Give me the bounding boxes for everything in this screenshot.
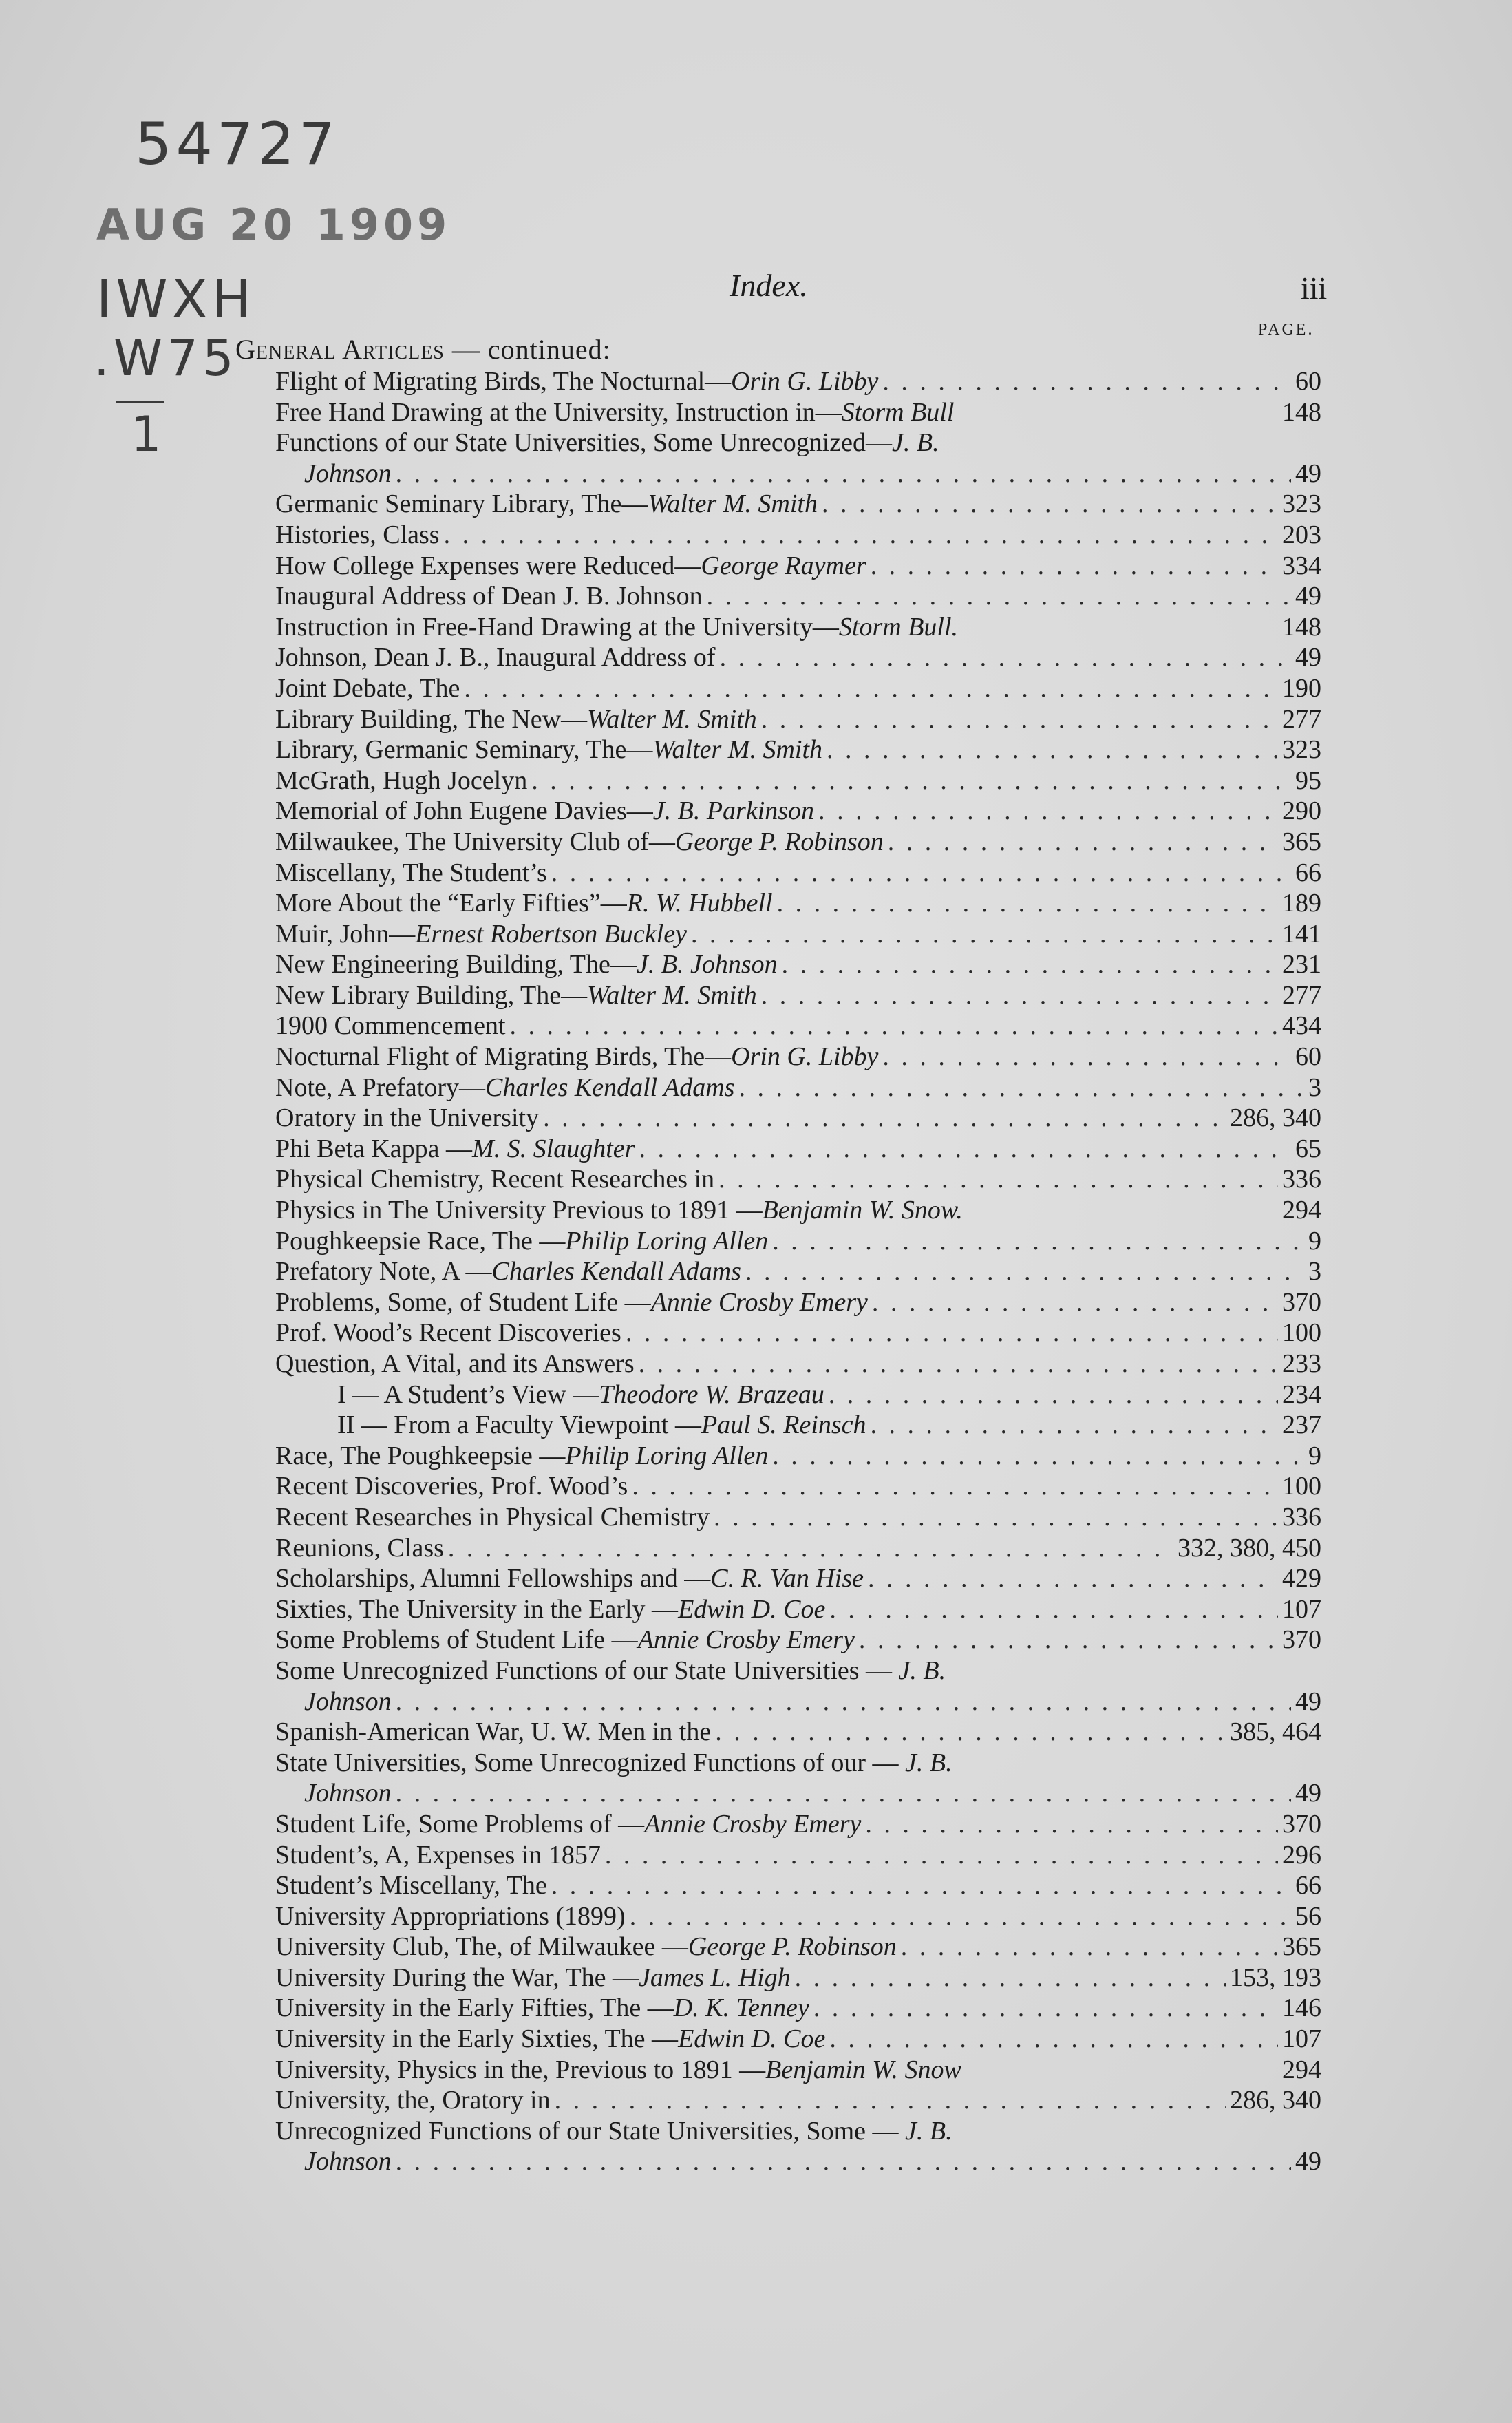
entry-title: Sixties, The University in the Early —: [275, 1594, 679, 1624]
entry-author: Benjamin W. Snow.: [762, 1196, 963, 1225]
entry-page: 148: [1282, 612, 1321, 642]
dot-leader: [639, 1348, 1278, 1379]
entry-page: 66: [1295, 858, 1321, 887]
entry-title: University Appropriations (1899): [275, 1901, 626, 1931]
dot-leader: [822, 489, 1278, 520]
dot-leader: [510, 1011, 1278, 1041]
dot-leader: [829, 1379, 1278, 1410]
entry-author: Orin G. Libby: [731, 367, 879, 396]
entry-author-continued: Johnson: [304, 1686, 392, 1716]
index-entry: [275, 980, 1321, 1011]
dot-leader: [813, 1993, 1278, 2024]
entry-author: Walter M. Smith: [587, 704, 757, 734]
entry-author: R. W. Hubbell: [626, 889, 773, 918]
entry-page: 332, 380, 450: [1178, 1533, 1321, 1563]
entry-page: 100: [1282, 1318, 1321, 1348]
entry-title: University in the Early Sixties, The —: [275, 2024, 679, 2054]
section-title: General Articles: [235, 334, 445, 365]
dot-leader: [444, 520, 1278, 551]
index-entry: [275, 2055, 1321, 2086]
index-entry: [275, 858, 1321, 889]
entry-title: Functions of our State Universities, Some Unrecognized—: [275, 428, 893, 458]
index-entry: [275, 796, 1321, 827]
dot-leader: [551, 1870, 1291, 1901]
entry-page: 234: [1282, 1379, 1321, 1409]
index-entry: [275, 1256, 1321, 1287]
entry-page: 153, 193: [1230, 1962, 1321, 1992]
dot-leader: [396, 1686, 1291, 1717]
entry-author: George P. Robinson: [674, 827, 884, 856]
entry-page: 286, 340: [1230, 1103, 1321, 1133]
entry-page: 429: [1282, 1564, 1321, 1594]
entry-title: Prefatory Note, A —: [275, 1257, 492, 1287]
entry-author: Edwin D. Coe: [678, 1594, 826, 1624]
index-entry: [275, 1563, 1321, 1594]
index-entry: [275, 1533, 1321, 1564]
entry-author: Orin G. Libby: [731, 1042, 879, 1072]
entry-title: Question, A Vital, and its Answers: [275, 1349, 635, 1378]
index-entry: [275, 704, 1321, 735]
index-entry: [275, 581, 1321, 612]
index-entry: [275, 1625, 1321, 1655]
index-entry: [275, 1655, 1321, 1717]
entry-author: Philip Loring Allen: [565, 1441, 769, 1470]
index-entry: [275, 2024, 1321, 2055]
entry-author: J. B. Parkinson: [652, 796, 815, 826]
index-entry: [275, 1840, 1321, 1871]
entry-page: 365: [1282, 827, 1321, 856]
entry-page: 146: [1282, 1993, 1321, 2023]
entry-title: Muir, John—: [275, 919, 416, 949]
dot-leader: [707, 581, 1291, 612]
entry-page: 323: [1282, 735, 1321, 765]
entry-title: Free Hand Drawing at the University, Instruction in—: [275, 397, 842, 427]
dot-leader: [738, 1072, 1304, 1103]
entry-author: Storm Bull: [841, 397, 955, 427]
entry-page: 190: [1282, 673, 1321, 703]
dot-leader: [626, 1318, 1278, 1348]
dot-leader: [865, 1809, 1278, 1840]
index-entry: [275, 1318, 1321, 1348]
entry-title: Germanic Seminary Library, The—: [275, 489, 648, 519]
dot-leader: [761, 704, 1278, 735]
entry-author: Paul S. Reinsch: [701, 1410, 866, 1440]
entry-title: Physical Chemistry, Recent Researches in: [275, 1165, 715, 1194]
entry-page: 65: [1295, 1134, 1321, 1163]
entry-title: Scholarships, Alumni Fellowships and —: [275, 1564, 711, 1594]
entry-title: I — A Student’s View —: [337, 1379, 599, 1409]
index-entry: [275, 919, 1321, 950]
entry-title: University, Physics in the, Previous to 1891 —: [275, 2055, 766, 2084]
index-entry: [275, 1195, 1321, 1226]
section-suffix: — continued:: [444, 334, 611, 365]
entry-title: II — From a Faculty Viewpoint —: [337, 1410, 701, 1440]
dot-leader: [448, 1533, 1173, 1564]
dot-leader: [632, 1471, 1278, 1502]
dot-leader: [882, 1041, 1291, 1072]
dot-leader: [551, 858, 1291, 889]
index-entry: [275, 1901, 1321, 1932]
dot-leader: [829, 2024, 1278, 2055]
entry-title: State Universities, Some Unrecognized Functions of our —: [275, 1748, 906, 1777]
index-entry: [275, 1809, 1321, 1840]
dot-leader: [715, 1717, 1226, 1748]
entry-page: 294: [1282, 1196, 1321, 1225]
entry-title: New Library Building, The—: [275, 980, 588, 1010]
dot-leader: [901, 1932, 1278, 1962]
index-entry: [275, 1870, 1321, 1901]
entry-page: 60: [1295, 1042, 1321, 1072]
entry-title: Memorial of John Eugene Davies—: [275, 796, 653, 826]
entry-page: 60: [1295, 367, 1321, 396]
dot-leader: [868, 1563, 1278, 1594]
index-entry: [275, 397, 1321, 428]
dot-leader: [772, 1441, 1304, 1472]
entry-title: New Engineering Building, The—: [275, 950, 637, 980]
index-entry: [275, 765, 1321, 796]
index-entry: [275, 1502, 1321, 1533]
entry-page: 107: [1282, 2024, 1321, 2054]
dot-leader: [882, 366, 1291, 397]
dot-leader: [718, 1164, 1278, 1195]
entry-title: Some Problems of Student Life —: [275, 1625, 638, 1655]
dot-leader: [396, 2146, 1291, 2177]
index-entry: [275, 1072, 1321, 1103]
entry-author: D. K. Tenney: [673, 1993, 809, 2023]
dot-leader: [464, 673, 1278, 704]
entry-author: Charles Kendall Adams: [491, 1257, 741, 1287]
dot-leader: [639, 1134, 1291, 1165]
entry-page: 233: [1282, 1349, 1321, 1378]
entry-author: J. B. Johnson: [636, 950, 778, 980]
entry-page: 277: [1282, 704, 1321, 734]
dot-leader: [777, 888, 1278, 919]
entry-author: Walter M. Smith: [587, 980, 757, 1010]
index-entry: [275, 1594, 1321, 1625]
index-entry: [275, 642, 1321, 673]
entry-page: 3: [1308, 1072, 1321, 1102]
entry-author: C. R. Van Hise: [710, 1564, 864, 1594]
entry-author: Charles Kendall Adams: [485, 1072, 735, 1102]
dot-leader: [782, 949, 1278, 980]
dot-leader: [714, 1502, 1278, 1533]
entry-author: J. B.: [898, 1655, 946, 1685]
entry-author: George Raymer: [701, 551, 866, 580]
entry-title: Problems, Some, of Student Life —: [275, 1287, 651, 1317]
entry-title: Student Life, Some Problems of —: [275, 1809, 645, 1839]
entry-title: Note, A Prefatory—: [275, 1072, 486, 1102]
dot-leader: [772, 1226, 1304, 1257]
date-stamp: AUG 20 1909: [96, 200, 451, 250]
index-entry: [275, 949, 1321, 980]
entry-title: How College Expenses were Reduced—: [275, 551, 701, 580]
entry-title: Some Unrecognized Functions of our State Universities —: [275, 1655, 899, 1685]
index-entry: [275, 1226, 1321, 1257]
entry-author: Benjamin W. Snow: [765, 2055, 961, 2084]
entry-author: Walter M. Smith: [652, 735, 823, 765]
entry-page: 100: [1282, 1472, 1321, 1501]
entry-page: 336: [1282, 1165, 1321, 1194]
entry-author-continued: Johnson: [304, 2147, 392, 2177]
entry-title: McGrath, Hugh Jocelyn: [275, 765, 528, 795]
index-entry: [275, 1011, 1321, 1041]
entry-title: Joint Debate, The: [275, 673, 460, 703]
entry-title: Instruction in Free-Hand Drawing at the University—: [275, 612, 839, 642]
entry-page: 189: [1282, 889, 1321, 918]
entry-author: Annie Crosby Emery: [637, 1625, 855, 1655]
index-entry: [275, 612, 1321, 643]
dot-leader: [720, 642, 1291, 673]
dot-leader: [630, 1901, 1291, 1932]
entry-author: Walter M. Smith: [648, 489, 818, 519]
entry-page: 365: [1282, 1932, 1321, 1962]
accession-number: 54727: [135, 110, 340, 178]
entry-title: Histories, Class: [275, 520, 440, 549]
entry-title: University Club, The, of Milwaukee —: [275, 1932, 688, 1962]
running-head: Index.: [730, 268, 808, 303]
call-number-line-2: .W75: [94, 329, 238, 387]
entry-page: 334: [1282, 551, 1321, 580]
entry-title: Inaugural Address of Dean J. B. Johnson: [275, 582, 703, 611]
index-entry: [275, 1441, 1321, 1472]
index-entry: [275, 520, 1321, 551]
entry-title: Prof. Wood’s Recent Discoveries: [275, 1318, 621, 1348]
entry-page: 203: [1282, 520, 1321, 549]
index-entry: [275, 1410, 1321, 1441]
entry-page: 66: [1295, 1871, 1321, 1901]
dot-leader: [795, 1962, 1226, 1993]
index-entry: [275, 551, 1321, 582]
entry-page: 296: [1282, 1840, 1321, 1870]
dot-leader: [871, 1410, 1278, 1441]
entry-page: 49: [1295, 458, 1321, 488]
entry-title: Student’s Miscellany, The: [275, 1871, 547, 1901]
dot-leader: [396, 458, 1291, 489]
entry-page: 49: [1295, 1779, 1321, 1808]
entry-title: Unrecognized Functions of our State Universities, Some —: [275, 2116, 906, 2146]
entry-title: Flight of Migrating Birds, The Nocturnal—: [275, 367, 732, 396]
index-entry: [275, 1962, 1321, 1993]
entry-page: 49: [1295, 2147, 1321, 2177]
entry-author: M. S. Slaughter: [472, 1134, 635, 1163]
entry-title: 1900 Commencement: [275, 1011, 506, 1041]
dot-leader: [888, 827, 1278, 858]
index-entry: [275, 427, 1321, 489]
entry-title: Nocturnal Flight of Migrating Birds, The—: [275, 1042, 732, 1072]
entry-title: More About the “Early Fifties”—: [275, 889, 627, 918]
entry-author: J. B.: [905, 2116, 952, 2146]
section-heading: [235, 333, 611, 366]
entry-author: Storm Bull.: [838, 612, 959, 642]
entry-page: 370: [1282, 1287, 1321, 1317]
dot-leader: [872, 1287, 1278, 1318]
index-entry: [275, 366, 1321, 397]
entry-title: Milwaukee, The University Club of—: [275, 827, 675, 856]
dot-leader: [555, 2085, 1226, 2116]
entry-title: Phi Beta Kappa —: [275, 1134, 473, 1163]
page-column-label: PAGE.: [1258, 321, 1314, 339]
entry-title: Spanish-American War, U. W. Men in the: [275, 1717, 712, 1747]
index-entries: [275, 366, 1321, 2177]
entry-title: Recent Researches in Physical Chemistry: [275, 1502, 710, 1532]
entry-title: Oratory in the University: [275, 1103, 540, 1133]
entry-page: 237: [1282, 1410, 1321, 1440]
dot-leader: [818, 796, 1278, 827]
index-entry: [275, 673, 1321, 704]
entry-page: 95: [1295, 765, 1321, 795]
entry-author: J. B.: [892, 428, 939, 458]
entry-page: 290: [1282, 796, 1321, 826]
entry-title: Johnson, Dean J. B., Inaugural Address of: [275, 643, 716, 673]
entry-page: 231: [1282, 950, 1321, 980]
call-number-rule: [116, 401, 164, 403]
entry-title: Student’s, A, Expenses in 1857: [275, 1840, 601, 1870]
entry-title: University in the Early Fifties, The —: [275, 1993, 674, 2023]
entry-author: Philip Loring Allen: [565, 1226, 769, 1256]
index-entry: [275, 888, 1321, 919]
entry-page: 49: [1295, 582, 1321, 611]
entry-author: Ernest Robertson Buckley: [415, 919, 687, 949]
dot-leader: [859, 1625, 1278, 1655]
dot-leader: [691, 919, 1278, 950]
entry-author: George P. Robinson: [688, 1932, 897, 1962]
index-entry: [275, 1748, 1321, 1809]
index-entry: [275, 827, 1321, 858]
dot-leader: [396, 1778, 1291, 1809]
index-entry: [275, 1103, 1321, 1134]
index-entry: [275, 1164, 1321, 1195]
entry-page: 9: [1308, 1441, 1321, 1470]
entry-author-continued: Johnson: [304, 1779, 392, 1808]
dot-leader: [543, 1103, 1226, 1134]
index-entry: [275, 1471, 1321, 1502]
entry-page: 370: [1282, 1809, 1321, 1839]
index-entry: [275, 1041, 1321, 1072]
dot-leader: [829, 1594, 1278, 1625]
entry-author: James L. High: [639, 1962, 791, 1992]
entry-author: Theodore W. Brazeau: [599, 1379, 824, 1409]
entry-title: University, the, Oratory in: [275, 2086, 551, 2115]
index-entry: [275, 2085, 1321, 2116]
entry-title: Library Building, The New—: [275, 704, 588, 734]
entry-page: 434: [1282, 1011, 1321, 1041]
entry-page: 385, 464: [1230, 1717, 1321, 1747]
entry-page: 370: [1282, 1625, 1321, 1655]
entry-page: 3: [1308, 1257, 1321, 1287]
index-entry: [275, 734, 1321, 765]
entry-author: J. B.: [905, 1748, 952, 1777]
index-entry: [275, 1348, 1321, 1379]
dot-leader: [745, 1256, 1304, 1287]
entry-title: Recent Discoveries, Prof. Wood’s: [275, 1472, 628, 1501]
index-entry: [275, 489, 1321, 520]
entry-author: Annie Crosby Emery: [650, 1287, 868, 1317]
entry-page: 141: [1282, 919, 1321, 949]
entry-author-continued: Johnson: [304, 458, 392, 488]
dot-leader: [871, 551, 1278, 582]
entry-page: 107: [1282, 1594, 1321, 1624]
index-entry: [275, 1993, 1321, 2024]
entry-page: 323: [1282, 489, 1321, 519]
entry-page: 56: [1295, 1901, 1321, 1931]
index-entry: [275, 1379, 1321, 1410]
index-entry: [275, 1287, 1321, 1318]
entry-page: 277: [1282, 980, 1321, 1010]
index-entry: [275, 1932, 1321, 1962]
entry-page: 49: [1295, 1686, 1321, 1716]
entry-title: Miscellany, The Student’s: [275, 858, 547, 887]
dot-leader: [761, 980, 1278, 1011]
entry-title: Physics in The University Previous to 1891 —: [275, 1196, 763, 1225]
entry-title: Library, Germanic Seminary, The—: [275, 735, 653, 765]
entry-page: 148: [1282, 397, 1321, 427]
index-entry: [275, 1717, 1321, 1748]
index-entry: [275, 1134, 1321, 1165]
page-number: iii: [1301, 271, 1328, 306]
entry-page: 9: [1308, 1226, 1321, 1256]
entry-title: Reunions, Class: [275, 1533, 444, 1563]
entry-page: 294: [1282, 2055, 1321, 2084]
dot-leader: [827, 734, 1278, 765]
entry-page: 286, 340: [1230, 2086, 1321, 2115]
entry-author: Annie Crosby Emery: [644, 1809, 862, 1839]
call-number-line-3: 1: [131, 406, 166, 463]
entry-page: 49: [1295, 643, 1321, 673]
dot-leader: [605, 1840, 1278, 1871]
entry-page: 336: [1282, 1502, 1321, 1532]
entry-title: Race, The Poughkeepsie —: [275, 1441, 566, 1470]
dot-leader: [531, 765, 1291, 796]
entry-author: Edwin D. Coe: [678, 2024, 826, 2054]
index-entry: [275, 2116, 1321, 2177]
call-number-line-1: IWXH: [96, 268, 255, 330]
entry-title: University During the War, The —: [275, 1962, 639, 1992]
entry-title: Poughkeepsie Race, The —: [275, 1226, 566, 1256]
